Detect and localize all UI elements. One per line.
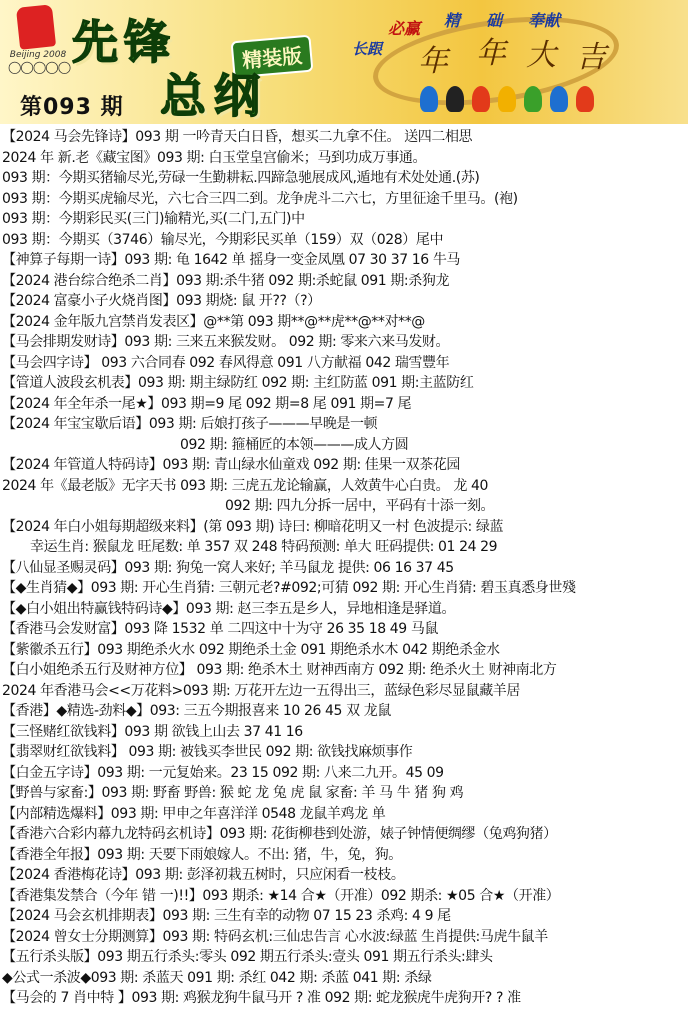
text-line: 093 期：今期彩民买(三门)输精光,买(二门,五门)中 <box>2 211 305 227</box>
follow-text: 长跟 <box>352 40 383 58</box>
mascot-icon <box>550 86 568 112</box>
text-line: 【三怪赌红欲钱料】093 期 欲钱上山去 37 41 16 <box>2 723 303 740</box>
prediction-list <box>0 124 688 1009</box>
text-line: 【2024 曾女士分期测算】093 期: 特码玄机:三仙忠告言 心水波:绿蓝 生肖提供:马虎牛鼠羊 <box>2 928 548 945</box>
big-char-4: 吉 <box>576 40 606 75</box>
text-line: 2024 年《最老版》无字天书 093 期: 三虎五龙论输赢，人效黄牛心白贵。 龙 40 <box>2 477 488 494</box>
text-line: 幸运生肖: 猴鼠龙 旺尾数: 单 357 双 248 特码预测: 单大 旺码提供: 01 24 29 <box>30 539 498 555</box>
olympic-rings-icon: ◯◯◯◯◯ <box>8 60 71 74</box>
text-line: 【◆白小姐出特赢钱特码诗◆】093 期: 赵三李五是乡人，异地相逢是驿道。 <box>2 600 456 617</box>
mascot-icon <box>498 86 516 112</box>
mascot-icon <box>420 86 438 112</box>
text-line: 【五行杀头版】093 期五行杀头:零头 092 期五行杀头:壹头 091 期五行杀头:肆头 <box>2 949 493 965</box>
text-line: 【神算子每期一诗】093 期: 龟 1642 单 摇身一变金凤凰 07 30 37 16 牛马 <box>2 252 461 268</box>
mascot-icon <box>472 86 490 112</box>
text-line: 【紫徽杀五行】093 期绝杀火水 092 期绝杀土金 091 期绝杀水木 042 期绝杀金水 <box>2 641 500 658</box>
slogan-1: 必赢 <box>388 19 421 38</box>
text-line: 【2024 富豪小子火烧肖图】093 期烧: 鼠 开??（?） <box>2 293 321 309</box>
olympic-seal-icon <box>16 4 56 50</box>
text-line: 【2024 香港梅花诗】093 期: 彭泽初栽五树时，只应闲看一枝枝。 <box>2 867 405 883</box>
text-line: 【马会四字诗】 093 六合同春 092 春风得意 091 八方献福 042 瑞雪豐年 <box>2 354 450 371</box>
big-char-1: 年 <box>418 44 448 79</box>
big-char-3: 大 <box>526 38 556 73</box>
text-line: 【◆生肖猜◆】093 期: 开心生肖猜: 三朝元老?#092;可猜 092 期: 开心生肖猜: 碧玉真悉身世殘 <box>2 580 576 596</box>
mascot-icon <box>446 86 464 112</box>
text-line: 【2024 年全年杀一尾★】093 期=9 尾 092 期=8 尾 091 期=7 尾 <box>2 395 412 412</box>
text-line: 【2024 年白小姐每期超级来料】(第 093 期) 诗曰: 柳暗花明又一村 色波提示: 绿蓝 <box>2 518 504 535</box>
edition-badge: 精装版 <box>231 35 314 79</box>
olympic-logo <box>8 6 71 82</box>
slogan-4: 奉献 <box>528 11 561 30</box>
text-line: 【香港集发禁合（今年 错 一)!!】093 期杀: ★14 合★（开准）092 期杀: ★05 合★（开准） <box>2 887 560 904</box>
text-line: 【香港马会发财富】093 降 1532 单 二四这中十为守 26 35 18 49 马鼠 <box>2 621 439 637</box>
text-line: 【马会排期发财诗】093 期: 三来五来猴发财。 092 期: 零来六来马发财。 <box>2 334 450 350</box>
text-line: 092 期: 四九分拆一居中，平码有十添一刻。 <box>225 498 495 514</box>
text-line: 093 期：今期买猪输尽光,劳碌一生勤耕耘.四蹄急驰展成风,遁地有术处处通.(苏) <box>2 170 480 186</box>
text-line: 【香港全年报】093 期: 天要下雨娘嫁人。不出: 猪，牛，兔，狗。 <box>2 846 402 863</box>
text-line: 【2024 港台综合绝杀二肖】093 期:杀牛猪 092 期:杀蛇鼠 091 期:杀狗龙 <box>2 272 450 289</box>
text-line: 【野兽与家畜:】093 期: 野畜 野兽: 猴 蛇 龙 兔 虎 鼠 家畜: 羊 马 牛 猪 狗 鸡 <box>2 785 464 801</box>
text-line: 【白小姐绝杀五行及财神方位】 093 期: 绝杀木土 财神西南方 092 期: 绝杀火土 财神南北方 <box>2 662 557 678</box>
text-line: 【翡翠财红欲钱料】 093 期: 被钱买李世民 092 期: 欲钱找麻烦事作 <box>2 744 413 760</box>
text-line: 【香港】◆精选-劲料◆】093: 三五今期报喜来 10 26 45 双 龙鼠 <box>2 703 391 719</box>
text-line: 【2024 马会玄机排期表】093 期: 三生有幸的动物 07 15 23 杀鸡: 4 9 尾 <box>2 908 451 924</box>
text-line: 【管道人波段玄机表】093 期: 期主绿防红 092 期: 主红防蓝 091 期:主蓝防红 <box>2 375 474 391</box>
issue-number: 第093 期 <box>20 95 124 120</box>
big-char-2: 年 <box>476 36 506 71</box>
text-line: 【2024 马会先锋诗】093 期 一吟青天白日昏，想买二九拿不住。 送四二相思 <box>2 129 473 145</box>
logo-caption: Beijing 2008 <box>9 50 67 60</box>
slogan-3: 础 <box>486 11 503 30</box>
text-line: 【2024 金年版九宫禁肖发表区】@**第 093 期**@**虎**@**对**@ <box>2 313 425 330</box>
text-line: 【白金五字诗】093 期: 一元复始来。23 15 092 期: 八来二九开。45 09 <box>2 764 444 781</box>
text-line: 【内部精选爆料】093 期: 甲申之年喜洋洋 0548 龙鼠羊鸡龙 单 <box>2 805 386 822</box>
slogan-2: 精 <box>444 11 461 30</box>
header-banner <box>0 0 688 124</box>
text-line: 【香港六合彩内幕九龙特码玄机诗】093 期: 花街柳巷到处游，婊子钟情便绸缪（兔鸡狗猪） <box>2 826 557 842</box>
text-line: 【2024 年宝宝歇后语】093 期: 后娘打孩子———早晚是一顿 <box>2 416 378 432</box>
text-line: 2024 年 新.老《藏宝图》093 期: 白玉堂皇宫偷米；马到功成万事通。 <box>2 149 427 166</box>
text-line: 【马会的 7 肖中特 】093 期: 鸡猴龙狗牛鼠马开 ? 准 092 期: 蛇龙猴虎牛虎狗开? ? 准 <box>2 990 521 1006</box>
title-part-2: 总纲 <box>160 69 268 123</box>
text-line: 2024 年香港马会<<万花料>093 期: 万花开左边一五得出三，蓝绿色彩尽显鼠藏羊居 <box>2 682 521 699</box>
text-line: 093 期：今期买（3746）输尽光，今期彩民买单（159）双（028）尾中 <box>2 231 444 248</box>
text-line: 【2024 年管道人特码诗】093 期: 青山绿水仙童戏 092 期: 佳果一双茶花园 <box>2 457 461 473</box>
text-line: 093 期：今期买虎输尽光，六七合三四二到。龙争虎斗二六七，方里征途千里马。(袍) <box>2 190 518 207</box>
mascot-icon <box>524 86 542 112</box>
mascot-icon <box>576 86 594 112</box>
text-line: ◆公式一杀波◆093 期: 杀蓝天 091 期: 杀红 042 期: 杀蓝 041 期: 杀绿 <box>2 969 432 986</box>
text-line: 【八仙显圣赐灵码】093 期: 狗兔一窝人来好; 羊马鼠龙 提供: 06 16 37 45 <box>2 559 454 576</box>
text-line: 092 期: 箍桶匠的本领———成人方圆 <box>180 436 409 453</box>
title-part-1: 先锋 <box>72 15 176 69</box>
